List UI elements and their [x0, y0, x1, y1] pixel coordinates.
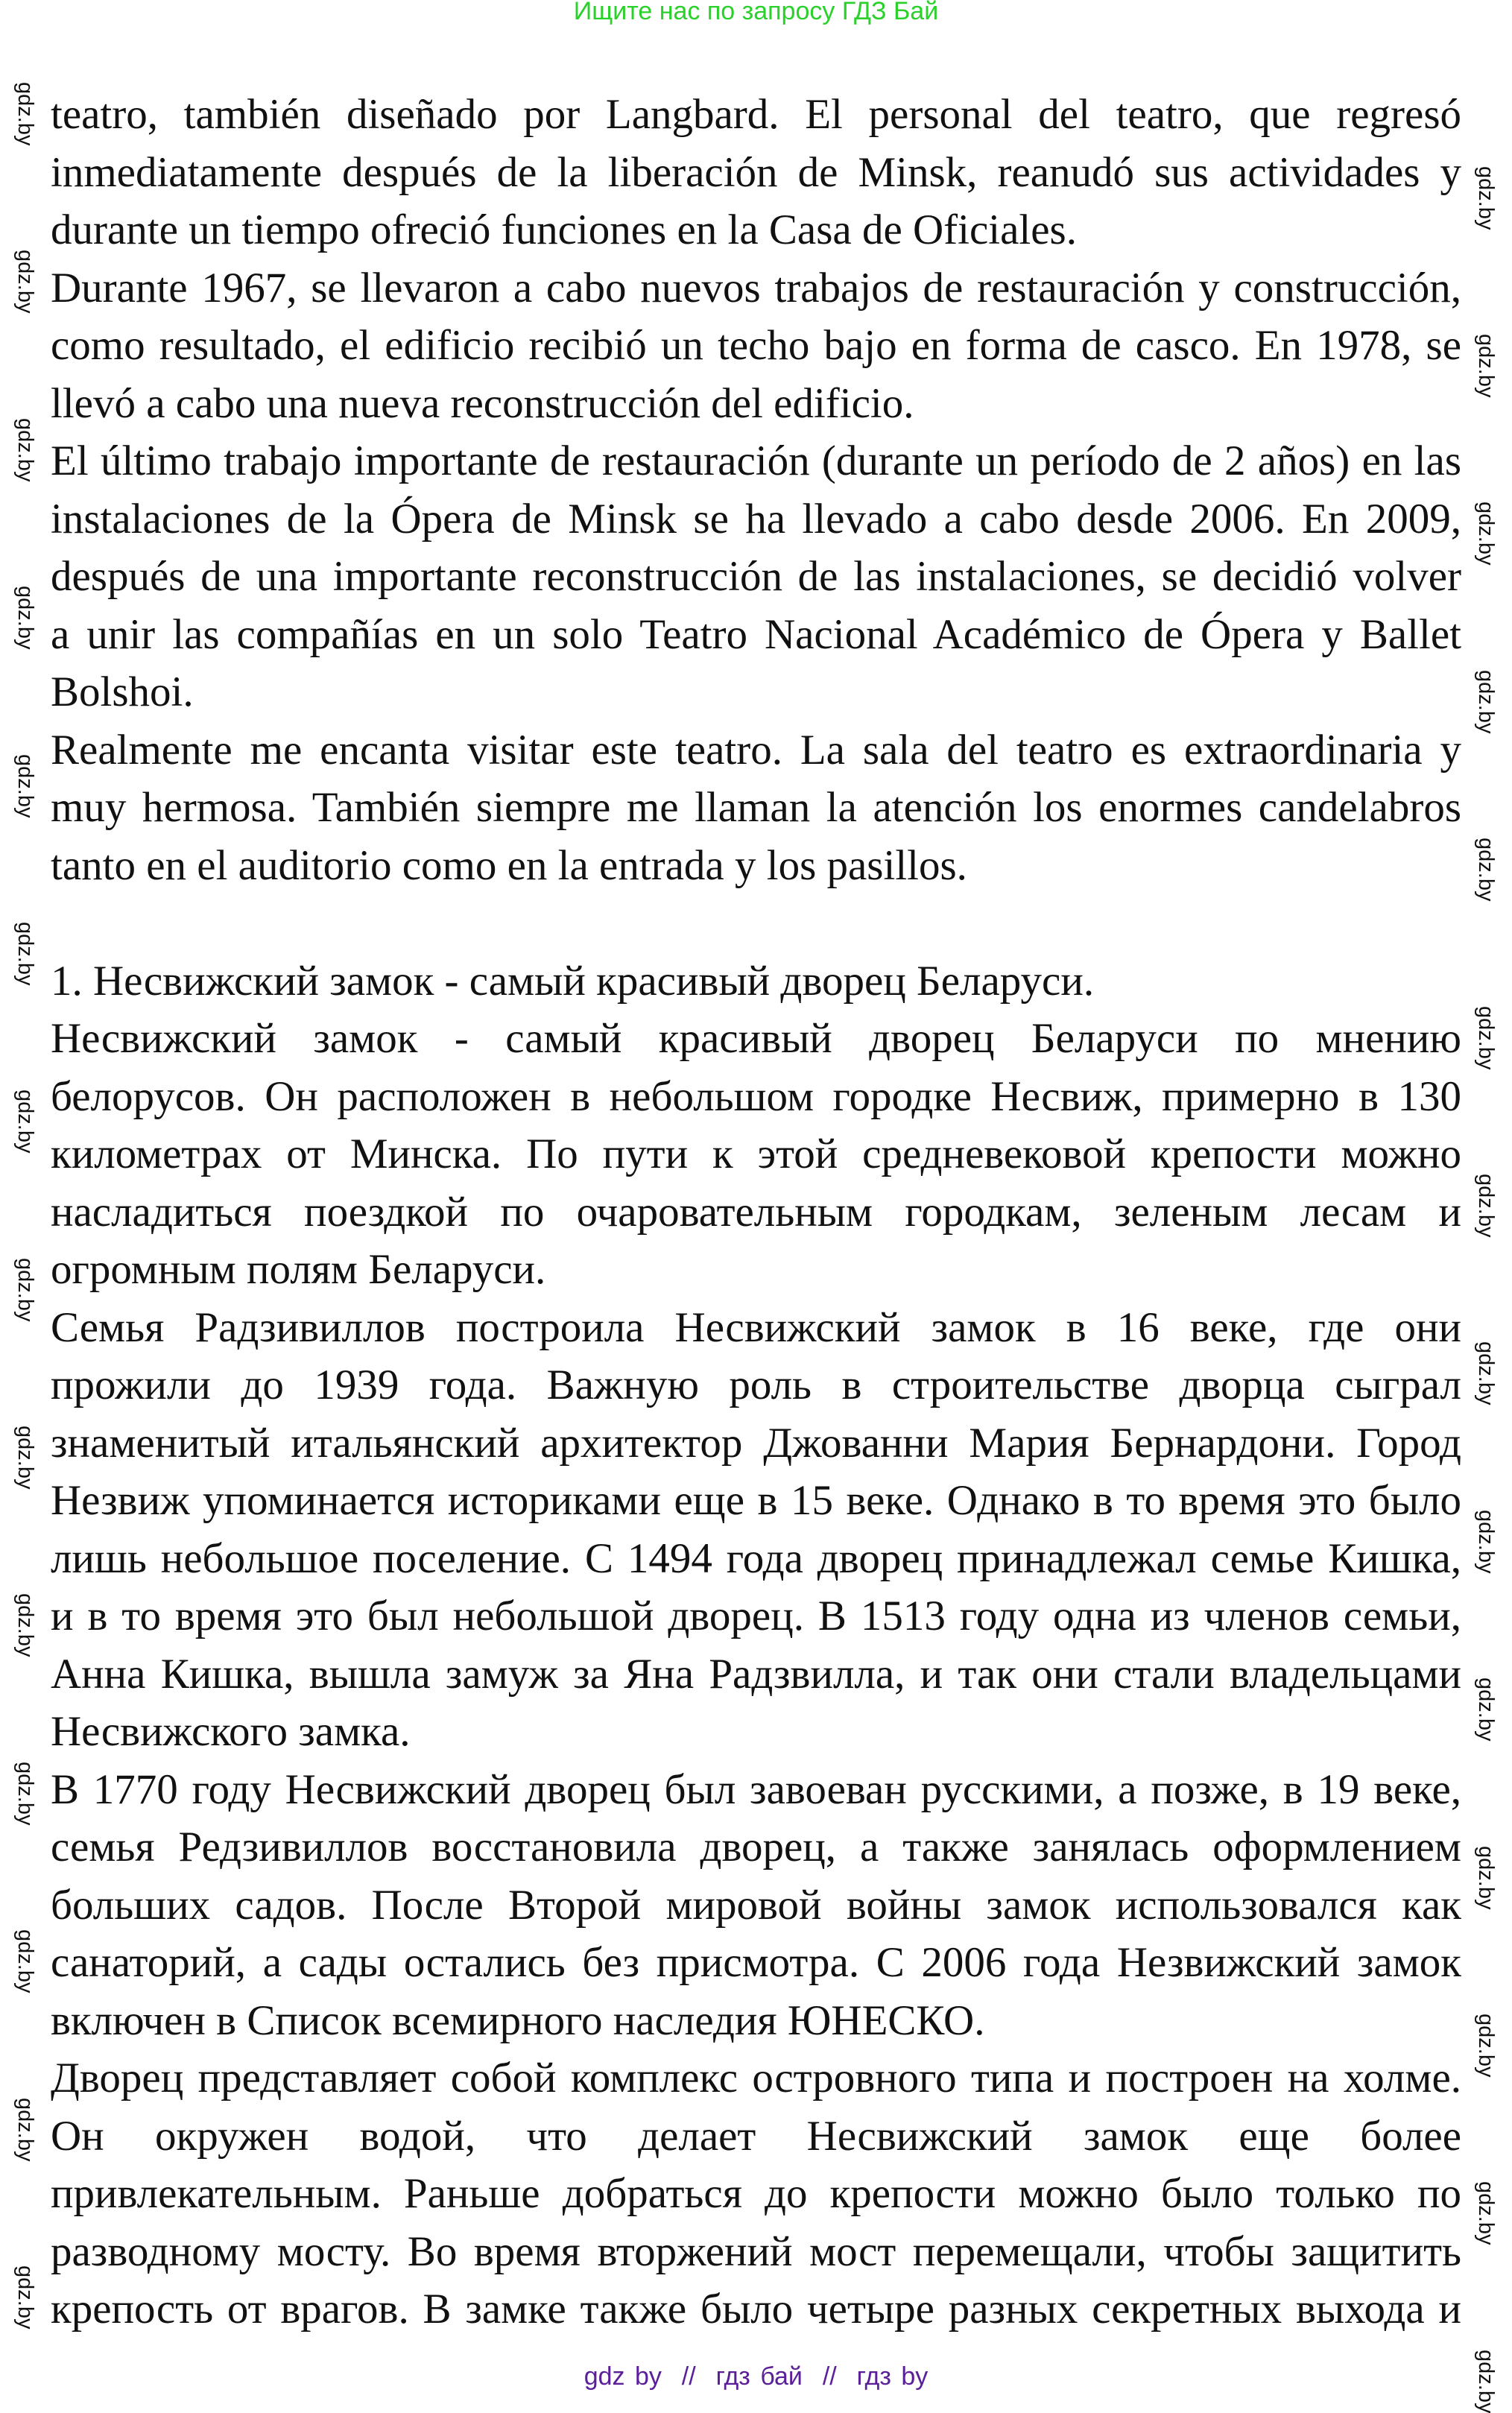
watermark: gdz.by: [1474, 334, 1498, 398]
watermark: gdz.by: [1474, 1174, 1498, 1238]
document-body: [51, 86, 1461, 2338]
watermark: gdz.by: [13, 922, 37, 986]
watermark: gdz.by: [13, 1593, 37, 1657]
text-line: durante un tiempo ofreció funciones en la Casa de Oficiales.: [51, 206, 1077, 253]
watermark: gdz.by: [13, 1762, 37, 1826]
paragraph: [51, 2049, 1461, 2338]
watermark: gdz.by: [13, 2098, 37, 2162]
text-line: después de una importante reconstrucción de las instalaciones, se decidió volver: [51, 553, 1461, 600]
text-line: и в то время это был небольшой дворец. В 1513 году одна из членов семьи,: [51, 1593, 1461, 1639]
text-line: Realmente me encanta visitar este teatro. La sala del teatro es extraordinaria y: [51, 726, 1461, 774]
watermark: gdz.by: [13, 1426, 37, 1490]
watermark: gdz.by: [13, 418, 37, 482]
text-line: 1. Несвижский замок - самый красивый дворец Беларуси.: [51, 957, 1095, 1005]
text-line: больших садов. После Второй мировой войны замок использовался как: [51, 1881, 1461, 1929]
text-line: санаторий, а сады остались без присмотра. С 2006 года Незвижский замок: [51, 1939, 1461, 1986]
watermark: gdz.by: [1474, 2014, 1498, 2078]
watermark: gdz.by: [1474, 1510, 1498, 1574]
paragraph: [51, 1299, 1461, 1761]
text-line: Durante 1967, se llevaron a cabo nuevos trabajos de restauración y construcción,: [51, 264, 1461, 311]
text-line: instalaciones de la Ópera de Minsk se ha llevado a cabo desde 2006. En 2009,: [51, 495, 1461, 543]
text-line: a unir las compañías en un solo Teatro Nacional Académico de Ópera y Ballet: [51, 610, 1461, 658]
watermark: gdz.by: [1474, 2350, 1498, 2413]
text-line: llevó a cabo una nueva reconstrucción del edificio.: [51, 379, 914, 427]
search-hint-banner: Ищите нас по запросу ГДЗ Бай: [573, 0, 939, 25]
text-line: inmediatamente después de la liberación de Minsk, reanudó sus actividades y: [51, 148, 1461, 196]
watermark: gdz.by: [1474, 670, 1498, 734]
text-line: El último trabajo importante de restauración (durante un período de 2 años) en las: [51, 437, 1461, 484]
text-line: Bolshoi.: [51, 668, 194, 715]
footer-links[interactable]: gdz by // гдз бай // гдз by: [583, 2362, 929, 2391]
text-line: Несвижского замка.: [51, 1708, 411, 1755]
text-line: включен в Список всемирного наследия ЮНЕСКО.: [51, 1996, 985, 2044]
paragraph: [51, 1761, 1461, 2050]
paragraph: [51, 259, 1461, 433]
watermark: gdz.by: [13, 1090, 37, 1154]
watermark: gdz.by: [13, 1929, 37, 1993]
text-line: Анна Кишка, вышла замуж за Яна Радзвилла, и так они стали владельцами: [51, 1650, 1461, 1698]
text-line: огромным полям Беларуси.: [51, 1246, 546, 1293]
text-line: белорусов. Он расположен в небольшом городке Несвиж, примерно в 130: [51, 1072, 1461, 1120]
watermark: gdz.by: [1474, 1341, 1498, 1405]
text-line: насладиться поездкой по очаровательным городкам, зеленым лесам и: [51, 1188, 1461, 1236]
text-line: крепость от врагов. В замке также было четыре разных секретных выхода и: [51, 2286, 1461, 2333]
paragraph: [51, 952, 1461, 1011]
text-line: привлекательным. Раньше добраться до крепости можно было только по: [51, 2170, 1461, 2217]
watermark: gdz.by: [1474, 1846, 1498, 1910]
paragraph: [51, 1010, 1461, 1299]
text-line: разводному мосту. Во время вторжений мост перемещали, чтобы защитить: [51, 2227, 1461, 2275]
text-line: прожили до 1939 года. Важную роль в строительстве дворца сыграл: [51, 1362, 1461, 1408]
watermark: gdz.by: [13, 82, 37, 146]
text-line: знаменитый итальянский архитектор Джованни Мария Бернардони. Город: [51, 1419, 1461, 1467]
text-line: лишь небольшое поселение. С 1494 года дворец принадлежал семье Кишка,: [51, 1534, 1461, 1582]
text-line: Он окружен водой, что делает Несвижский замок еще более: [51, 2112, 1461, 2160]
watermark: gdz.by: [13, 1258, 37, 1322]
text-line: teatro, también diseñado por Langbard. El personal del teatro, que regresó: [51, 91, 1461, 138]
paragraph: [51, 432, 1461, 721]
watermark: gdz.by: [1474, 1006, 1498, 1070]
watermark: gdz.by: [1474, 838, 1498, 902]
paragraph-gap: [51, 894, 1461, 952]
paragraph: [51, 721, 1461, 895]
watermark: gdz.by: [13, 754, 37, 818]
text-line: Дворец представляет собой комплекс островного типа и построен на холме.: [51, 2055, 1461, 2102]
text-line: километрах от Минска. По пути к этой средневековой крепости можно: [51, 1130, 1461, 1177]
text-line: Незвиж упоминается историками еще в 15 веке. Однако в то время это было: [51, 1477, 1461, 1524]
text-line: Семья Радзивиллов построила Несвижский замок в 16 веке, где они: [51, 1303, 1461, 1351]
text-line: семья Редзивиллов восстановила дворец, а также занялась оформлением: [51, 1824, 1461, 1870]
paragraph: [51, 86, 1461, 259]
text-line: muy hermosa. También siempre me llaman la atención los enormes candelabros: [51, 784, 1461, 831]
text-line: como resultado, el edificio recibió un techo bajo en forma de casco. En 1978, se: [51, 322, 1461, 369]
watermark: gdz.by: [1474, 502, 1498, 566]
watermark: gdz.by: [13, 586, 37, 650]
watermark: gdz.by: [13, 2265, 37, 2330]
watermark: gdz.by: [1474, 2181, 1498, 2245]
text-line: Несвижский замок - самый красивый дворец Беларуси по мнению: [51, 1015, 1461, 1062]
watermark: gdz.by: [13, 250, 37, 314]
watermark: gdz.by: [1474, 1677, 1498, 1742]
text-line: В 1770 году Несвижский дворец был завоеван русскими, а позже, в 19 веке,: [51, 1765, 1461, 1813]
watermark: gdz.by: [1474, 166, 1498, 230]
text-line: tanto en el auditorio como en la entrada y los pasillos.: [51, 841, 967, 889]
